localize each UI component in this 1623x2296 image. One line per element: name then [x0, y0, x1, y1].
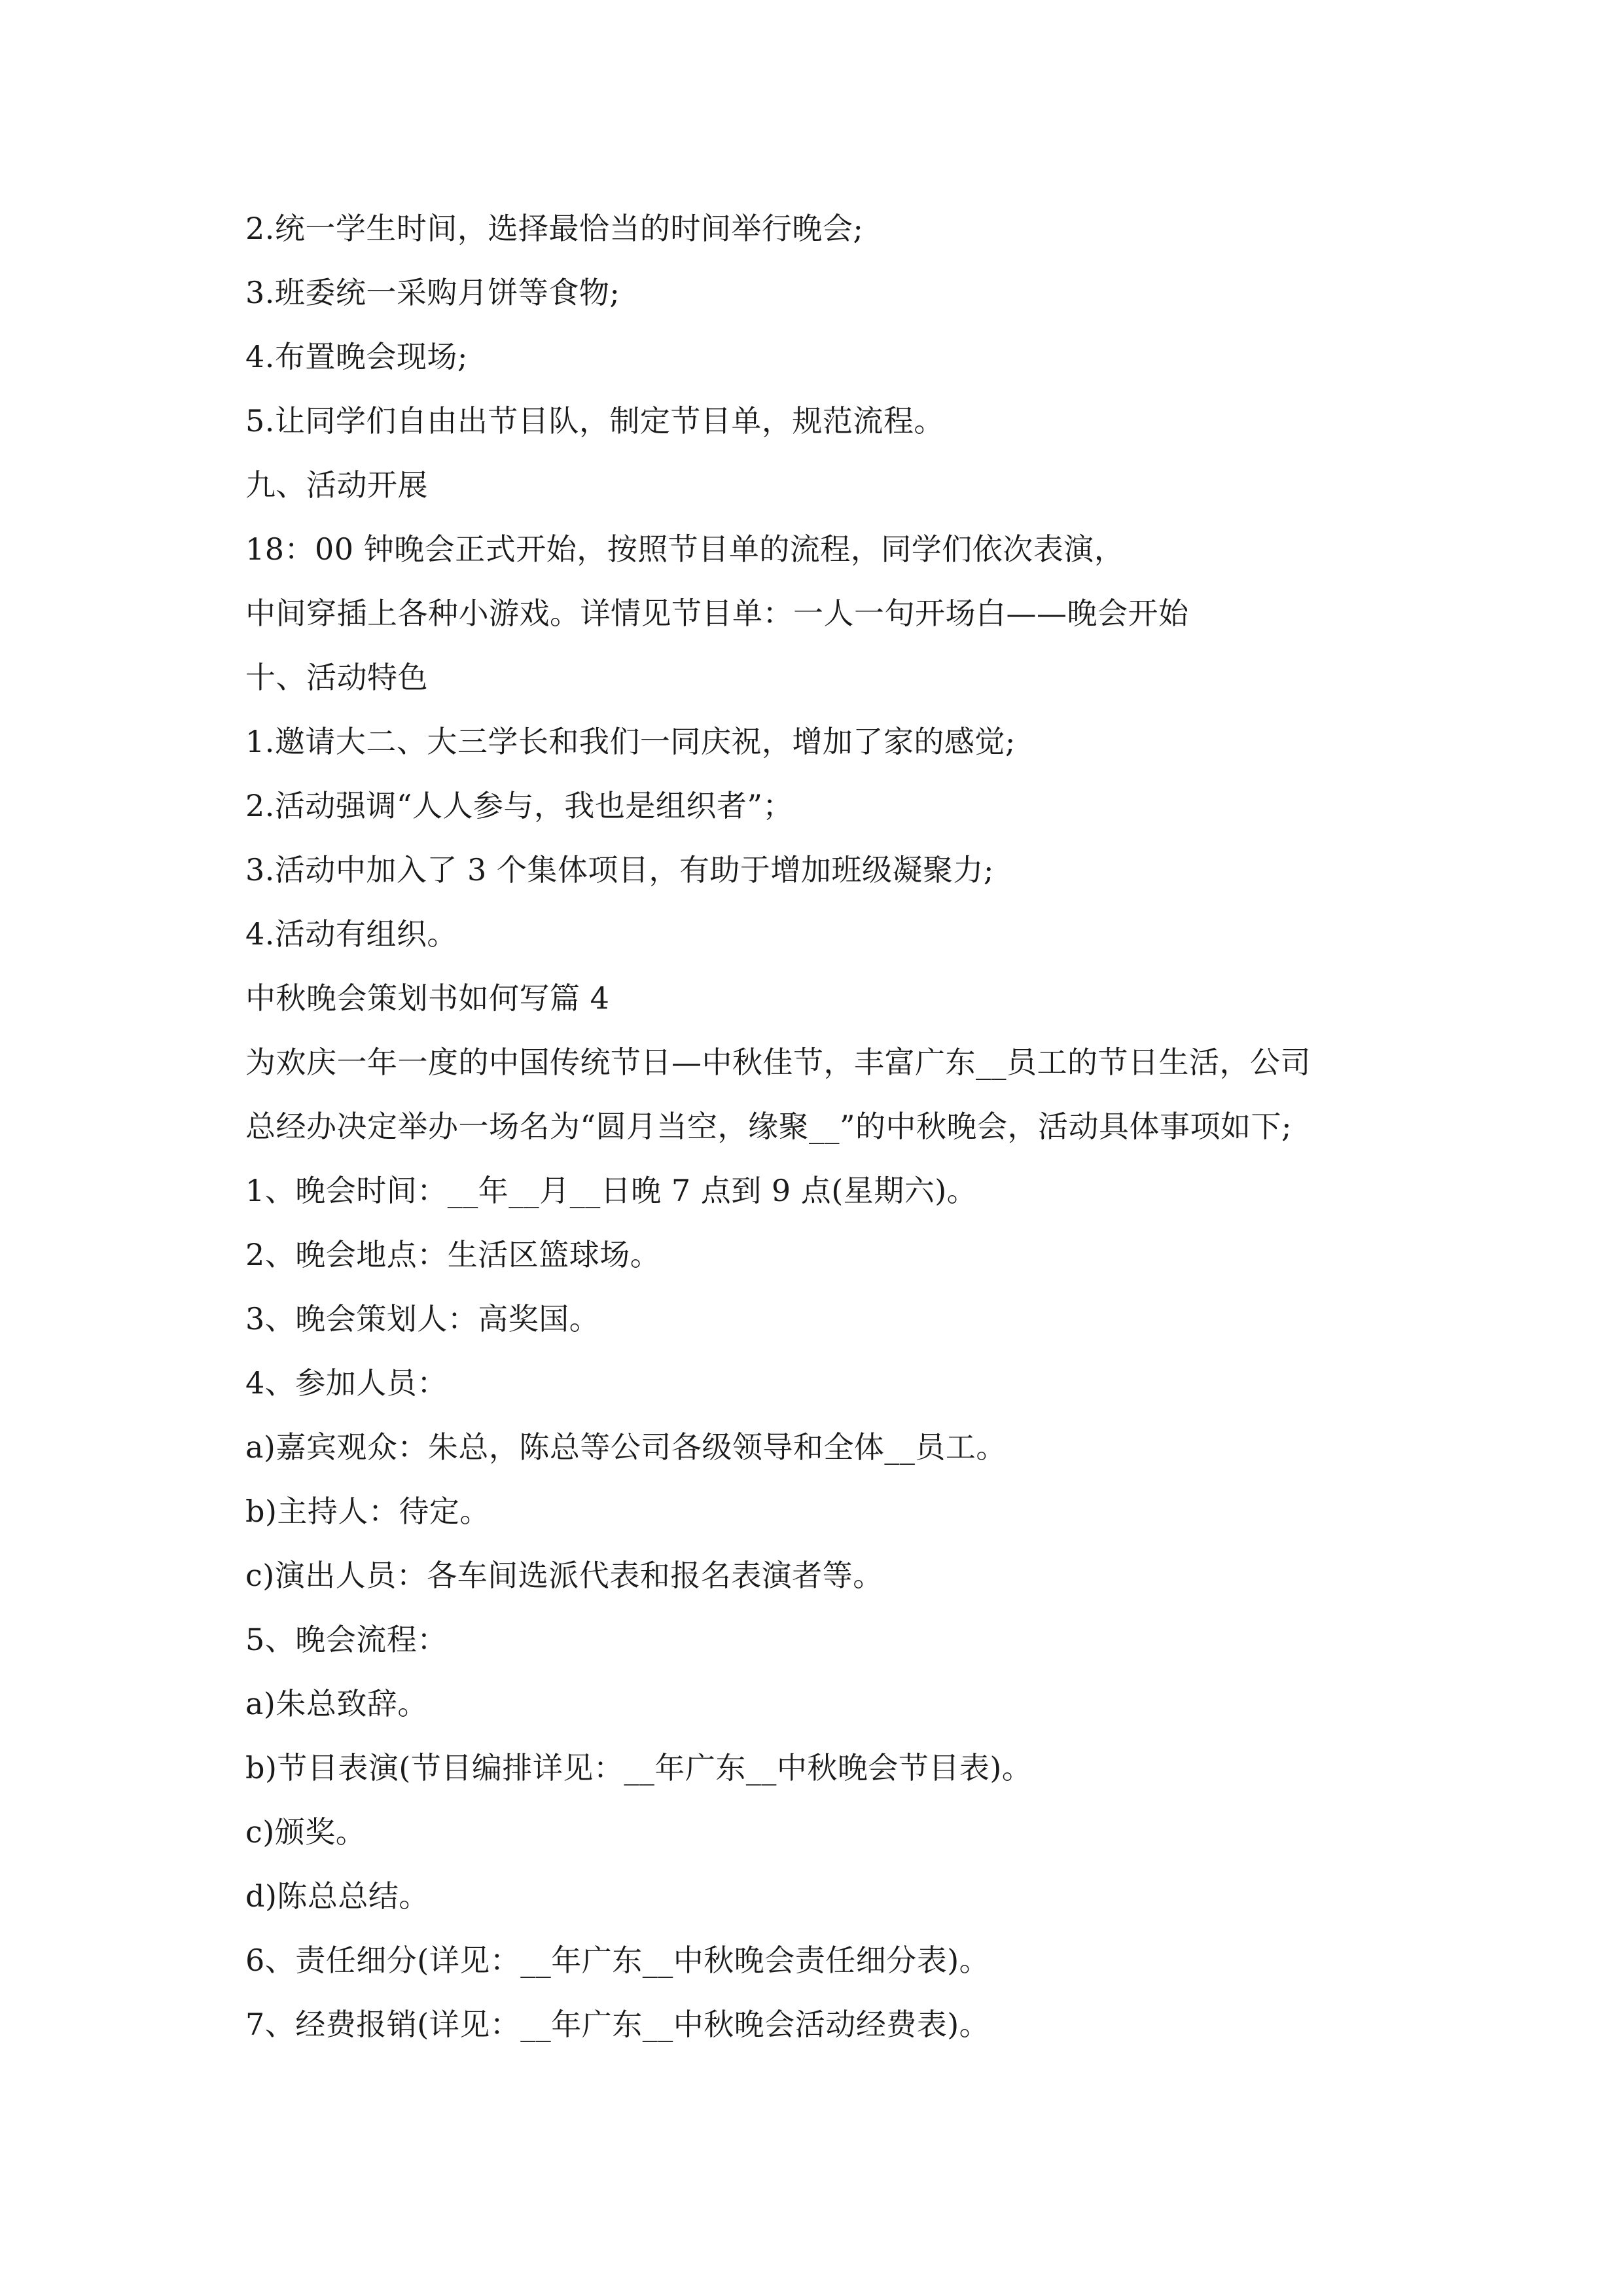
list-item-invite-seniors: 1.邀请大二、大三学长和我们一同庆祝，增加了家的感觉;: [245, 724, 1016, 759]
paragraph-games: 中间穿插上各种小游戏。详情见节目单：一人一句开场白——晚会开始: [245, 596, 1189, 631]
intro-paragraph-line-2: 总经办决定举办一场名为“圆月当空，缘聚__”的中秋晚会，活动具体事项如下;: [245, 1109, 1293, 1144]
section-heading-activity-conduct: 九、活动开展: [245, 467, 428, 503]
subitem-host: b)主持人：待定。: [245, 1494, 490, 1529]
list-item-group-projects: 3.活动中加入了 3 个集体项目，有助于增加班级凝聚力;: [245, 852, 994, 888]
paragraph-start-time: 18：00 钟晚会正式开始，按照节目单的流程，同学们依次表演，: [245, 531, 1125, 567]
list-item-purchase-mooncakes: 3.班委统一采购月饼等食物;: [245, 275, 620, 310]
item-party-location: 2、晚会地点：生活区篮球场。: [245, 1237, 661, 1272]
item-responsibilities: 6、责任细分(详见：__年广东__中秋晚会责任细分表)。: [245, 1943, 990, 1978]
subitem-performers: c)演出人员：各车间选派代表和报名表演者等。: [245, 1558, 883, 1593]
subitem-performance: b)节目表演(节目编排详见：__年广东__中秋晚会节目表)。: [245, 1750, 1033, 1785]
subitem-guests: a)嘉宾观众：朱总，陈总等公司各级领导和全体__员工。: [245, 1429, 1007, 1465]
item-party-time: 1、晚会时间：__年__月__日晚 7 点到 9 点(星期六)。: [245, 1173, 978, 1208]
list-item-everyone-participates: 2.活动强调“人人参与，我也是组织者”；: [245, 788, 793, 823]
intro-paragraph-line-1: 为欢庆一年一度的中国传统节日—中秋佳节，丰富广东__员工的节日生活，公司: [245, 1045, 1311, 1080]
item-party-process: 5、晚会流程：: [245, 1622, 448, 1657]
list-item-unify-time: 2.统一学生时间，选择最恰当的时间举行晚会;: [245, 211, 864, 246]
item-participants: 4、参加人员：: [245, 1365, 448, 1401]
item-expenses: 7、经费报销(详见：__年广东__中秋晚会活动经费表)。: [245, 2007, 990, 2042]
list-item-arrange-venue: 4.布置晚会现场;: [245, 339, 468, 374]
item-party-planner: 3、晚会策划人：高奖国。: [245, 1301, 600, 1336]
list-item-program-list: 5.让同学们自由出节目队，制定节目单，规范流程。: [245, 403, 944, 439]
section-heading-activity-features: 十、活动特色: [245, 660, 428, 695]
list-item-organized: 4.活动有组织。: [245, 916, 457, 952]
article-title-part-4: 中秋晚会策划书如何写篇 4: [245, 980, 610, 1016]
subitem-summary: d)陈总总结。: [245, 1878, 429, 1914]
subitem-speech: a)朱总致辞。: [245, 1686, 428, 1721]
document-body: [245, 196, 1397, 2056]
subitem-awards: c)颁奖。: [245, 1814, 366, 1850]
